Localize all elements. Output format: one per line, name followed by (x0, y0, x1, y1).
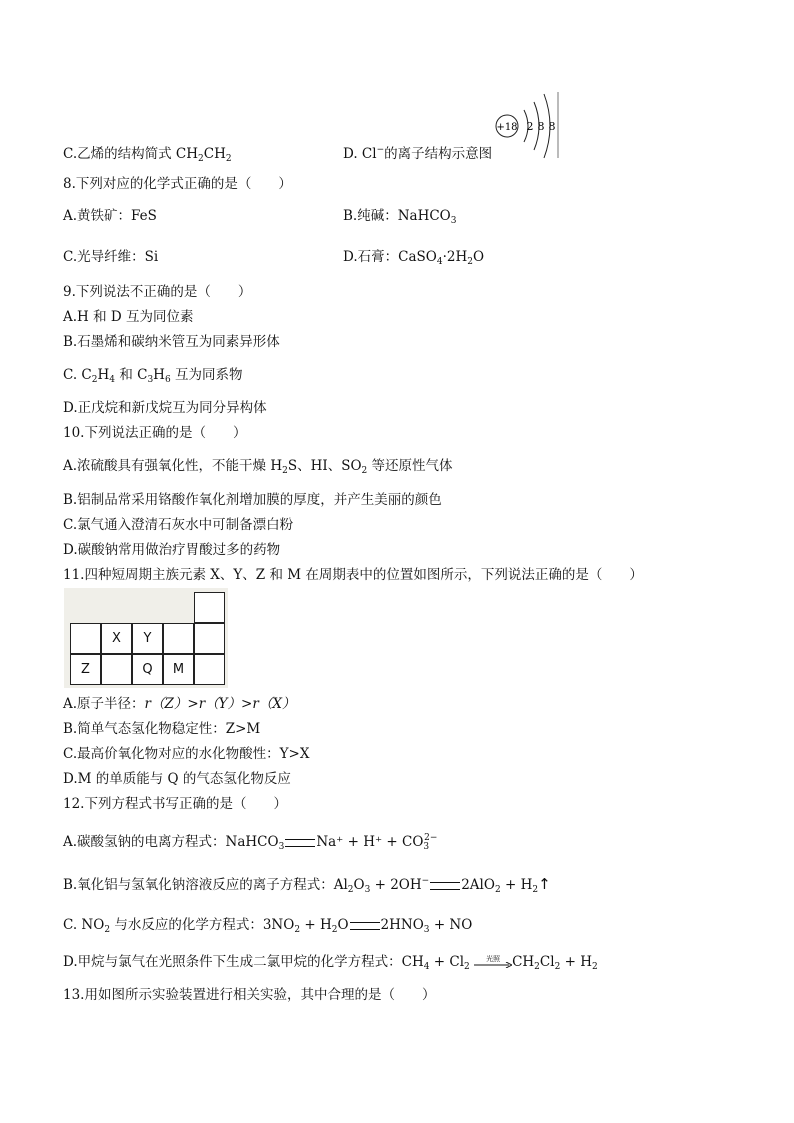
table-cell-top (194, 592, 225, 623)
q10-option-d: D.碳酸钠常用做治疗胃酸过多的药物 (63, 542, 281, 558)
q8-option-d: D.石膏：$CaSO_4\cdot 2H_2O$ (343, 249, 485, 267)
table-cell-m: M (163, 654, 194, 685)
q8-option-b: B.纯碱：NaHCO$_3$ (343, 208, 457, 226)
table-cell-r2c5 (194, 654, 225, 685)
table-cell-r1c1 (70, 623, 101, 654)
table-cell-x: X (101, 623, 132, 654)
table-cell-q: Q (132, 654, 163, 685)
q9-option-a: A.H 和 D 互为同位素 (63, 309, 194, 325)
equals-sign-icon (350, 922, 380, 930)
q10-option-b: B.铝制品常采用铬酸作氧化剂增加膜的厚度，并产生美丽的颜色 (63, 492, 442, 508)
gas-arrow-icon: ↑ (538, 875, 551, 893)
q7-option-c: C.乙烯的结构简式 $CH_2CH_2$ (63, 146, 232, 164)
equals-sign-icon (285, 839, 315, 847)
q12-option-d: D.甲烷与氯气在光照条件下生成二氯甲烷的化学方程式：$CH_4 + Cl_2$ 光照 $CH_2Cl_2 + H_2$ (63, 954, 598, 972)
q8-option-a: A.黄铁矿：FeS (63, 208, 157, 224)
table-cell-z: Z (70, 654, 101, 685)
q8-stem: 8.下列对应的化学式正确的是（ ） (63, 176, 292, 192)
chloride-ion-diagram (493, 90, 573, 162)
ion-nucleus-label: +18 (496, 122, 518, 133)
table-cell-y: Y (132, 623, 163, 654)
ion-shell-2: 8 (537, 120, 545, 133)
table-cell-r1c5 (194, 623, 225, 654)
table-cell-r1c4 (163, 623, 194, 654)
q12-option-c: C. $NO_2$ 与水反应的化学方程式：$3NO_2 + H_2O$ $2HNO_3$ + NO (63, 917, 473, 935)
q10-option-a: A.浓硫酸具有强氧化性，不能干燥 $H_2S$、HI、$SO_2$ 等还原性气体 (63, 458, 453, 476)
q11-option-c: C.最高价氧化物对应的水化物酸性：Y>X (63, 746, 310, 762)
q11-option-a: A.原子半径：r（Z）>r（Y）>r（X） (63, 696, 296, 712)
q10-option-c: C.氯气通入澄清石灰水中可制备漂白粉 (63, 517, 294, 533)
reaction-arrow-icon: 光照 (474, 956, 512, 970)
ion-shell-3: 8 (548, 120, 556, 133)
periodic-table-figure (64, 588, 228, 688)
q11-option-d: D.M 的单质能与 Q 的气态氢化物反应 (63, 771, 291, 787)
q12-option-a: A.碳酸氢钠的电离方程式：NaHCO$_3$ $Na^+ + H^+ + CO_3^{2-}$ (63, 833, 438, 852)
q7-option-d: D. Cl−的离子结构示意图 (343, 145, 493, 162)
equals-sign-icon (430, 882, 460, 890)
q12-stem: 12.下列方程式书写正确的是（ ） (63, 796, 287, 812)
q10-stem: 10.下列说法正确的是（ ） (63, 425, 247, 441)
ion-shell-1: 2 (526, 120, 534, 133)
q9-option-d: D.正戊烷和新戊烷互为同分异构体 (63, 400, 267, 416)
q11-option-b: B.简单气态氢化物稳定性：Z>M (63, 721, 261, 737)
q12-option-b: B.氧化铝与氢氧化钠溶液反应的离子方程式：$Al_2O_3 + 2OH^-$ $2AlO_2 + H_2↑$ (63, 875, 551, 895)
q8-option-c: C.光导纤维：Si (63, 249, 159, 265)
q9-stem: 9.下列说法不正确的是（ ） (63, 284, 252, 300)
q9-option-c: C. $C_2H_4$ 和 $C_3H_6$ 互为同系物 (63, 367, 243, 385)
q11-stem: 11.四种短周期主族元素 X、Y、Z 和 M 在周期表中的位置如图所示，下列说法正确的是（ ） (63, 567, 643, 583)
table-cell-r2c2 (101, 654, 132, 685)
q13-stem: 13.用如图所示实验装置进行相关实验，其中合理的是（ ） (63, 987, 436, 1003)
q9-option-b: B.石墨烯和碳纳米管互为同素异形体 (63, 334, 280, 350)
